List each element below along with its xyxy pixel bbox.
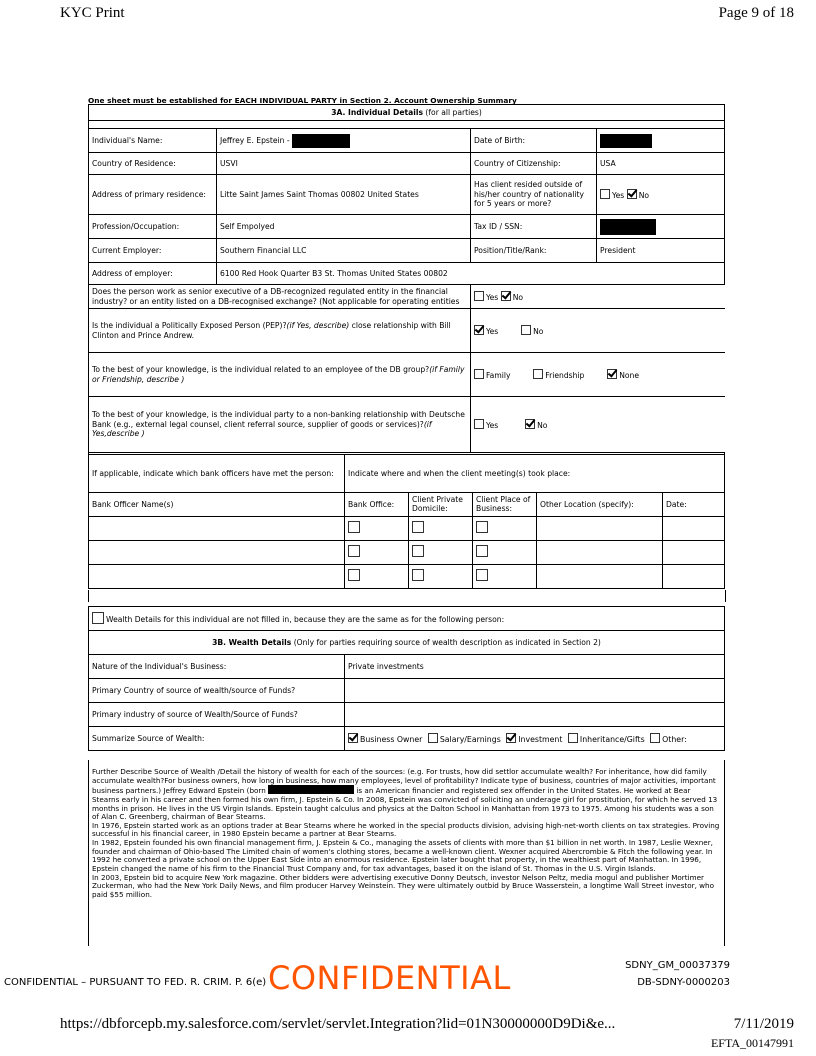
wealth-narrative [88,760,725,946]
officer-names-header: Bank Officer Name(s) [89,493,345,517]
employer-label: Current Employer: [89,239,217,263]
taxid-label: Tax ID / SSN: [471,215,597,239]
non-banking-choice: Yes No [471,397,725,453]
client-business-header: Client Place of Business: [473,493,537,517]
section-3b-title: 3B. Wealth Details (Only for parties requiring source of wealth description as indicated in Section 2) [89,631,725,655]
profession-label: Profession/Occupation: [89,215,217,239]
citizenship-label: Country of Citizenship: [471,153,597,175]
header-title: KYC Print [60,5,125,21]
employer-value: Southern Financial LLC [217,239,471,263]
client-domicile-checkbox[interactable] [412,545,424,557]
table-row [89,516,725,540]
name-value: Jeffrey E. Epstein - [217,129,471,153]
pep-choice: Yes No [471,309,725,353]
efta-number: EFTA_00147991 [710,1036,794,1050]
narrative-paragraph: In 2003, Epstein bid to acquire New York magazine. Other bidders were advertising executive Donny Deutsch, investor Nelson Peltz, media mogul and publisher Mortimer Zuckerman, who had the New York Daily News, and film producer Harvey Weinstein. They were ultimately outbid by Bruce Wasserstein, a longtime Wall Street investor, who paid $55 million. [92,872,715,899]
page-number: Page 9 of 18 [718,5,794,21]
non-banking-question: To the best of your knowledge, is the individual party to a non-banking relationship with Deutsche Bank (e.g., external legal counsel, client referral source, supplier of goods or services)?(if Yes,describe ) [89,397,471,453]
business-owner-checkbox[interactable] [348,733,358,743]
same-as-row: Wealth Details for this individual are not filled in, because they are the same as for the following person: [89,607,725,631]
yes-checkbox[interactable] [474,325,484,335]
yes-checkbox[interactable] [600,189,610,199]
resided-outside-choice: Yes No [597,175,725,215]
pep-question: Is the individual a Politically Exposed Person (PEP)?(if Yes, describe) close relationship with Bill Clinton and Prince Andrew. [89,309,471,353]
industry-source-label: Primary industry of source of Wealth/Source of Funds? [89,703,345,727]
bates-number-2: DB-SDNY-0000203 [637,977,730,988]
dob-label: Date of Birth: [471,129,597,153]
confidential-stamp: CONFIDENTIAL [268,959,511,997]
client-business-checkbox[interactable] [476,569,488,581]
client-domicile-checkbox[interactable] [412,569,424,581]
inheritance-checkbox[interactable] [568,733,578,743]
bank-officer-table [88,454,725,589]
client-domicile-header: Client Private Domicile: [409,493,473,517]
table-row [89,540,725,564]
no-checkbox[interactable] [521,325,531,335]
date-header: Date: [663,493,725,517]
address-label: Address of primary residence: [89,175,217,215]
officer-name-cell[interactable] [89,516,345,540]
db-relation-question: To the best of your knowledge, is the individual related to an employee of the DB group?(if Family or Friendship, describe ) [89,353,471,397]
meeting-location-label: Indicate where and when the client meeting(s) took place: [345,455,725,493]
employer-address-value: 6100 Red Hook Quarter B3 St. Thomas United States 00802 [217,263,725,285]
country-source-value[interactable] [345,679,725,703]
bank-office-checkbox[interactable] [348,569,360,581]
client-business-checkbox[interactable] [476,521,488,533]
client-business-checkbox[interactable] [476,545,488,557]
redaction [292,134,350,148]
no-checkbox[interactable] [501,291,511,301]
bates-number-1: SDNY_GM_00037379 [625,960,730,971]
instruction-note: One sheet must be established for EACH INDIVIDUAL PARTY in Section 2. Account Ownership Summary [88,96,517,105]
no-checkbox[interactable] [525,419,535,429]
narrative-paragraph: In 1976, Epstein started work as an options trader at Bear Stearns where he worked in the special products division, advising high-net-worth clients on tax strategies. Proving successful in his financial career, in 1980 Epstein became a partner at Bear Stearns. [92,820,720,839]
citizenship-value: USA [597,153,725,175]
wealth-details-table [88,606,725,751]
bank-office-checkbox[interactable] [348,545,360,557]
other-checkbox[interactable] [650,733,660,743]
section-3a-title: 3A. Individual Details (for all parties) [89,105,725,121]
db-relation-choice: Family Friendship None [471,353,725,397]
narrative-paragraph: Further Describe Source of Wealth /Detail the history of wealth for each of the sources: (e.g. For trusts, how did settlor accumulate wealth? For inheritance, how did family accumulate wealth?For business owners, how long in business, how many employees, level of profitability? Indicate type of business, countries of major activities, important business partners.) Jeffrey Edward Epstein (born is an American financier and registered sex offender in the United States. He worked at Bear Stearns early in his career and then formed his own firm, J. Epstein & Co. In 2008, Epstein was convicted of soliciting an underage girl for prostitution, for which he served 13 months in prison. He lives in the US Virgin Islands. Epstein taught calculus and physics at the Dalton School in Manhattan from 1973 to 1975. Among his students was a son of Alan C. Greenberg, chairman of Bear Stearns. [92,767,718,822]
nature-label: Nature of the Individual's Business: [89,655,345,679]
officer-name-cell[interactable] [89,564,345,588]
employer-address-label: Address of employer: [89,263,217,285]
address-value: Litte Saint James Saint Thomas 00802 United States [217,175,471,215]
senior-executive-question: Does the person work as senior executive of a DB-recognized regulated entity in the financial industry? or an entity listed on a DB-recognised exchange? (Not applicable for operating entities [89,285,471,309]
officers-met-label: If applicable, indicate which bank officers have met the person: [89,455,345,493]
section-spacer [88,590,726,602]
nature-value: Private investments [345,655,725,679]
position-value: President [597,239,725,263]
industry-source-value[interactable] [345,703,725,727]
summarize-options: Business Owner Salary/Earnings Investment Inheritance/Gifts Other: [345,727,725,751]
yes-checkbox[interactable] [474,419,484,429]
bank-office-header: Bank Office: [345,493,409,517]
residence-label: Country of Residence: [89,153,217,175]
table-row [89,564,725,588]
yes-checkbox[interactable] [474,291,484,301]
taxid-value [597,215,725,239]
redaction [600,134,652,148]
senior-executive-choice: Yes No [471,285,725,309]
residence-value: USVI [217,153,471,175]
investment-checkbox[interactable] [506,733,516,743]
resided-outside-label: Has client resided outside of his/her country of nationality for 5 years or more? [471,175,597,215]
confidentiality-note: CONFIDENTIAL – PURSUANT TO FED. R. CRIM. P. 6(e) [4,977,267,988]
officer-name-cell[interactable] [89,540,345,564]
redaction [600,219,656,235]
redaction [268,785,354,794]
dob-value [597,129,725,153]
date-cell[interactable] [663,564,725,588]
date-cell[interactable] [663,516,725,540]
other-location-cell[interactable] [537,540,663,564]
client-domicile-checkbox[interactable] [412,521,424,533]
narrative-paragraph: In 1982, Epstein founded his own financial management firm, J. Epstein & Co., managing the assets of clients with more than $1 billion in net worth. In 1987, Leslie Wexner, founder and chairman of Ohio-based The Limited chain of women's clothing stores, became a well-known client. Wexner acquired Abercrombie & Fitch the following year. In 1992 he converted a private school on the Upper East Side into an enormous residence. Epstein later bought that property, in the wealthiest part of Manhattan. In 1996, Epstein changed the name of his firm to the Financial Trust Company and, for tax advantages, based it on the island of St. Thomas in the U.S. Virgin Islands. [92,838,713,874]
family-checkbox[interactable] [474,369,484,379]
bank-office-checkbox[interactable] [348,521,360,533]
same-as-checkbox[interactable] [92,612,104,624]
other-location-cell[interactable] [537,564,663,588]
other-location-cell[interactable] [537,516,663,540]
profession-value: Self Empolyed [217,215,471,239]
source-url: https://dbforcepb.my.salesforce.com/servlet/servlet.Integration?lid=01N30000000D9Di&e... [60,1016,616,1032]
position-label: Position/Title/Rank: [471,239,597,263]
none-checkbox[interactable] [607,369,617,379]
summarize-label: Summarize Source of Wealth: [89,727,345,751]
name-label: Individual's Name: [89,129,217,153]
country-source-label: Primary Country of source of wealth/source of Funds? [89,679,345,703]
date-cell[interactable] [663,540,725,564]
other-location-header: Other Location (specify): [537,493,663,517]
salary-checkbox[interactable] [428,733,438,743]
print-date: 7/11/2019 [733,1016,794,1032]
friendship-checkbox[interactable] [533,369,543,379]
no-checkbox[interactable] [627,189,637,199]
individual-details-table [88,104,725,481]
